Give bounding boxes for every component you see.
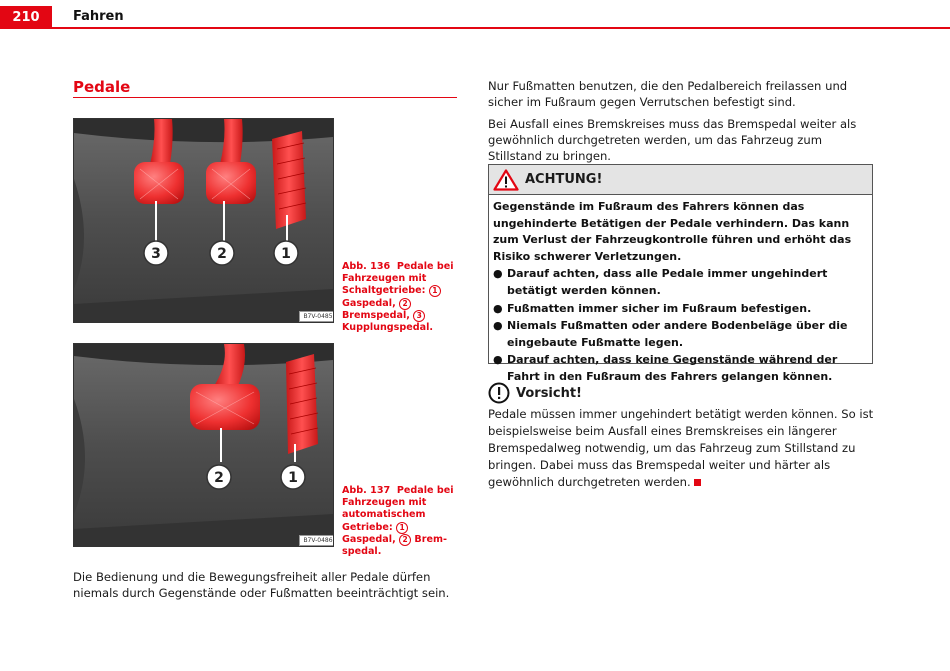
caution-text: Pedale müssen immer ungehindert betätigt werden können. So ist beispielsweise beim Ausfall eines Bremskreises ein längerer Bremspedalweg notwendig, um das Fahrzeug zum Stillstand zu bringen. Dabei muss das Bremspedal weiter und härter als gewöhnlich durchgetreten werden. — [488, 407, 874, 489]
figure-manual-pedals — [73, 118, 334, 323]
caption-label: Gaspedal, — [342, 533, 396, 545]
warning-title: ACHTUNG! — [525, 172, 603, 187]
warning-bullet — [493, 301, 868, 318]
callout-2 — [207, 465, 231, 489]
warning-bullet-text: Niemals Fußmatten oder andere Bodenbeläge über die eingebaute Fußmatte legen. — [507, 319, 848, 349]
right-paragraph-2: Bei Ausfall eines Bremskreises muss das Bremspedal weiter als gewöhnlich durchgetreten werden, um das Fahrzeug zum Stillstand zu bringen. — [488, 117, 857, 163]
caption-callout: 1 — [396, 522, 408, 534]
warning-bullet-text: Darauf achten, dass alle Pedale immer ungehindert betätigt werden können. — [507, 267, 828, 297]
pedal-illustration-manual — [74, 119, 333, 322]
warning-bullet-text: Fußmatten immer sicher im Fußraum befestigen. — [507, 301, 812, 315]
svg-text:2: 2 — [214, 470, 224, 486]
svg-text:2: 2 — [217, 246, 227, 262]
figure-automatic-pedals — [73, 343, 334, 547]
figure-caption-136 — [342, 261, 460, 334]
right-paragraph-1: Nur Fußmatten benutzen, die den Pedalbereich freilassen und sicher im Fußraum gegen Verrutschen befestigt sind. — [488, 79, 848, 109]
caution-exclamation-icon — [488, 382, 510, 404]
pedal-illustration-automatic — [74, 344, 333, 546]
warning-bullet — [493, 352, 868, 385]
section-rule — [73, 97, 457, 98]
header-rule — [0, 27, 950, 29]
figure-code: B7V-0485 — [299, 311, 334, 322]
warning-box — [488, 164, 873, 383]
caption-text: Pedale bei Fahrzeugen mit Schaltgetriebe: — [342, 261, 454, 297]
caption-prefix: Abb. 136 — [342, 261, 391, 272]
svg-text:1: 1 — [288, 470, 298, 486]
caption-label: Bremspedal, — [342, 309, 410, 321]
callout-1 — [281, 465, 305, 489]
section-title: Pedale — [73, 78, 131, 96]
bullet-dot: ● — [493, 353, 503, 367]
caution-paragraph — [488, 406, 880, 491]
caption-callout: 1 — [429, 285, 441, 297]
caption-text: Pedale bei Fahrzeugen mit automatischem Getriebe: — [342, 485, 454, 533]
caption-label: Kupplungspedal. — [342, 322, 434, 334]
caption-label: Bremspedal. — [342, 533, 447, 558]
caption-callout: 3 — [413, 310, 425, 322]
warning-bullet — [493, 266, 868, 299]
callout-3 — [144, 241, 168, 265]
callout-1 — [274, 241, 298, 265]
warning-triangle-icon — [493, 169, 519, 191]
caption-callout: 2 — [399, 534, 411, 546]
callout-2 — [210, 241, 234, 265]
left-paragraph: Die Bedienung und die Bewegungsfreiheit aller Pedale dürfen niemals durch Gegenstände oder Fußmatten beeinträchtigt sein. — [73, 570, 450, 600]
section-end-marker — [694, 479, 701, 486]
svg-text:1: 1 — [281, 246, 291, 262]
caption-label: Gaspedal, — [342, 297, 396, 309]
svg-text:3: 3 — [151, 246, 161, 262]
caption-callout: 2 — [399, 298, 411, 310]
figure-caption-137 — [342, 485, 460, 558]
page-number: 210 — [0, 6, 52, 28]
bullet-dot: ● — [493, 319, 503, 333]
warning-bullet-text: Darauf achten, dass keine Gegenstände während der Fahrt in den Fußraum des Fahrers gelangen können. — [507, 353, 838, 383]
warning-intro: Gegenstände im Fußraum des Fahrers können das ungehinderte Betätigen der Pedale verhindern. Das kann zum Verlust der Fahrzeugkontrolle führen und erhöht das Risiko schwerer Verletzungen. — [493, 200, 852, 263]
warning-body — [489, 195, 872, 386]
figure-code: B7V-0486 — [299, 535, 334, 546]
caution-heading — [488, 382, 582, 404]
chapter-title: Fahren — [73, 9, 124, 24]
warning-bullet — [493, 318, 868, 351]
caution-title: Vorsicht! — [516, 385, 582, 401]
warning-header — [489, 165, 872, 195]
caption-prefix: Abb. 137 — [342, 485, 391, 496]
bullet-dot: ● — [493, 267, 503, 281]
bullet-dot: ● — [493, 301, 503, 315]
